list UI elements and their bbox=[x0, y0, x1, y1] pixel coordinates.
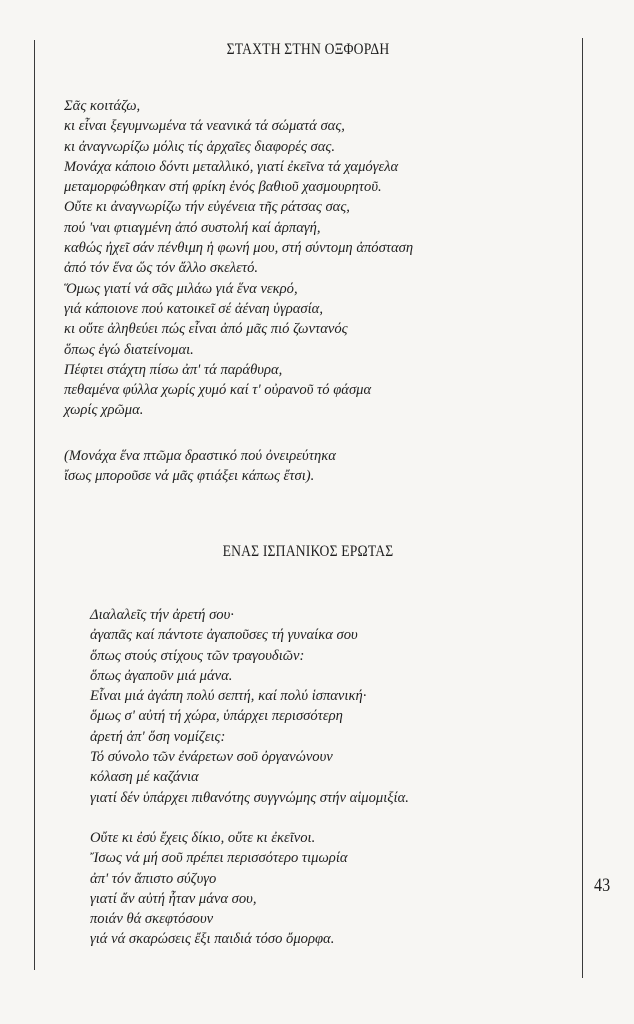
poem-line: Ἴσως νά μή σοῦ πρέπει περισσότερο τιμωρία bbox=[90, 850, 348, 867]
poem-line: γιά κάποιονε πού κατοικεῖ σέ ἀέναη ὑγρασία, bbox=[64, 300, 323, 317]
poem-line: Εἶναι μιά ἀγάπη πολύ σεπτή, καί πολύ ἱσπανική· bbox=[90, 688, 367, 705]
poem-line: ἴσως μποροῦσε νά μᾶς φτιάξει κάπως ἔτσι). bbox=[64, 468, 315, 485]
poem-line: ὅπως στούς στίχους τῶν τραγουδιῶν: bbox=[90, 647, 305, 664]
poem-line: Τό σύνολο τῶν ἐνάρετων σοῦ ὀργανώνουν bbox=[90, 749, 333, 766]
poem-line: Οὔτε κι ἐσύ ἔχεις δίκιο, οὔτε κι ἐκεῖνοι. bbox=[90, 830, 316, 846]
poem-line: ἀρετή ἀπ' ὅση νομίζεις: bbox=[90, 728, 226, 745]
poem-2-title: ΕΝΑΣ ΙΣΠΑΝΙΚΟΣ ΕΡΩΤΑΣ bbox=[222, 543, 394, 560]
poem-line: Μονάχα κάποιο δόντι μεταλλικό, γιατί ἐκεῖνα τά χαμόγελα bbox=[64, 158, 399, 175]
poem-line: ἀγαπᾶς καί πάντοτε ἀγαποῦσες τή γυναίκα σου bbox=[90, 627, 358, 644]
poem-line: γιατί ἄν αὐτή ἦταν μάνα σου, bbox=[90, 890, 257, 907]
poem-line: κι εἶναι ξεγυμνωμένα τά νεανικά τά σώματά σας, bbox=[64, 118, 345, 135]
poem-line: κι οὔτε ἀληθεύει πώς εἶναι ἀπό μᾶς πιό ζωντανός bbox=[64, 321, 348, 338]
left-margin-rule bbox=[34, 40, 35, 970]
poem-line: χωρίς χρῶμα. bbox=[64, 402, 144, 419]
poem-line: Οὔτε κι ἀναγνωρίζω τήν εὐγένεια τῆς ράτσας σας, bbox=[64, 199, 350, 216]
right-margin-rule bbox=[582, 38, 583, 978]
page-number: 43 bbox=[594, 875, 611, 896]
poem-line: Διαλαλεῖς τήν ἀρετή σου· bbox=[90, 607, 234, 623]
poem-line: κόλαση μέ καζάνια bbox=[90, 769, 199, 786]
poem-line: Πέφτει στάχτη πίσω ἀπ' τά παράθυρα, bbox=[64, 361, 283, 378]
poem-2-stanza-1 bbox=[90, 605, 409, 808]
poem-line: Ὅμως γιατί νά σᾶς μιλάω γιά ἕνα νεκρό, bbox=[64, 280, 298, 297]
poem-line: γιά νά σκαρώσεις ἔξι παιδιά τόσο ὄμορφα. bbox=[90, 931, 335, 948]
poem-line: (Μονάχα ἕνα πτῶμα δραστικό πού ὀνειρεύτηκα bbox=[64, 448, 336, 464]
poem-line: ὅμως σ' αὐτή τή χώρα, ὑπάρχει περισσότερη bbox=[90, 708, 343, 725]
poem-line: ποιάν θά σκεφτόσουν bbox=[90, 911, 214, 928]
poem-1-title: ΣΤΑΧΤΗ ΣΤΗΝ ΟΞΦΟΡΔΗ bbox=[226, 41, 390, 58]
poem-2-stanza-2 bbox=[90, 828, 348, 950]
poem-1-coda bbox=[64, 446, 336, 487]
poem-line: ὅπως ἀγαποῦν μιά μάνα. bbox=[90, 667, 233, 684]
poem-1-stanza bbox=[64, 96, 413, 421]
poem-line: πού 'ναι φτιαγμένη ἀπό συστολή καί ἁρπαγή, bbox=[64, 219, 321, 236]
poem-line: καθώς ἠχεῖ σάν πένθιμη ἡ φωνή μου, στή σύντομη ἀπόσταση bbox=[64, 240, 414, 257]
poem-line: κι ἀναγνωρίζω μόλις τίς ἀρχαῖες διαφορές σας. bbox=[64, 138, 335, 155]
poem-line: ὅπως ἐγώ διατείνομαι. bbox=[64, 341, 194, 358]
poem-line: μεταμορφώθηκαν στή φρίκη ἑνός βαθιοῦ χασμουρητοῦ. bbox=[64, 179, 382, 196]
poem-line: γιατί δέν ὑπάρχει πιθανότης συγγνώμης στήν αἱμομιξία. bbox=[90, 789, 409, 806]
poem-line: Σᾶς κοιτάζω, bbox=[64, 98, 141, 114]
poem-line: πεθαμένα φύλλα χωρίς χυμό καί τ' οὐρανοῦ τό φάσμα bbox=[64, 382, 372, 399]
poem-line: ἀπό τόν ἕνα ὥς τόν ἄλλο σκελετό. bbox=[64, 260, 259, 277]
poem-line: ἀπ' τόν ἄπιστο σύζυγο bbox=[90, 870, 217, 887]
